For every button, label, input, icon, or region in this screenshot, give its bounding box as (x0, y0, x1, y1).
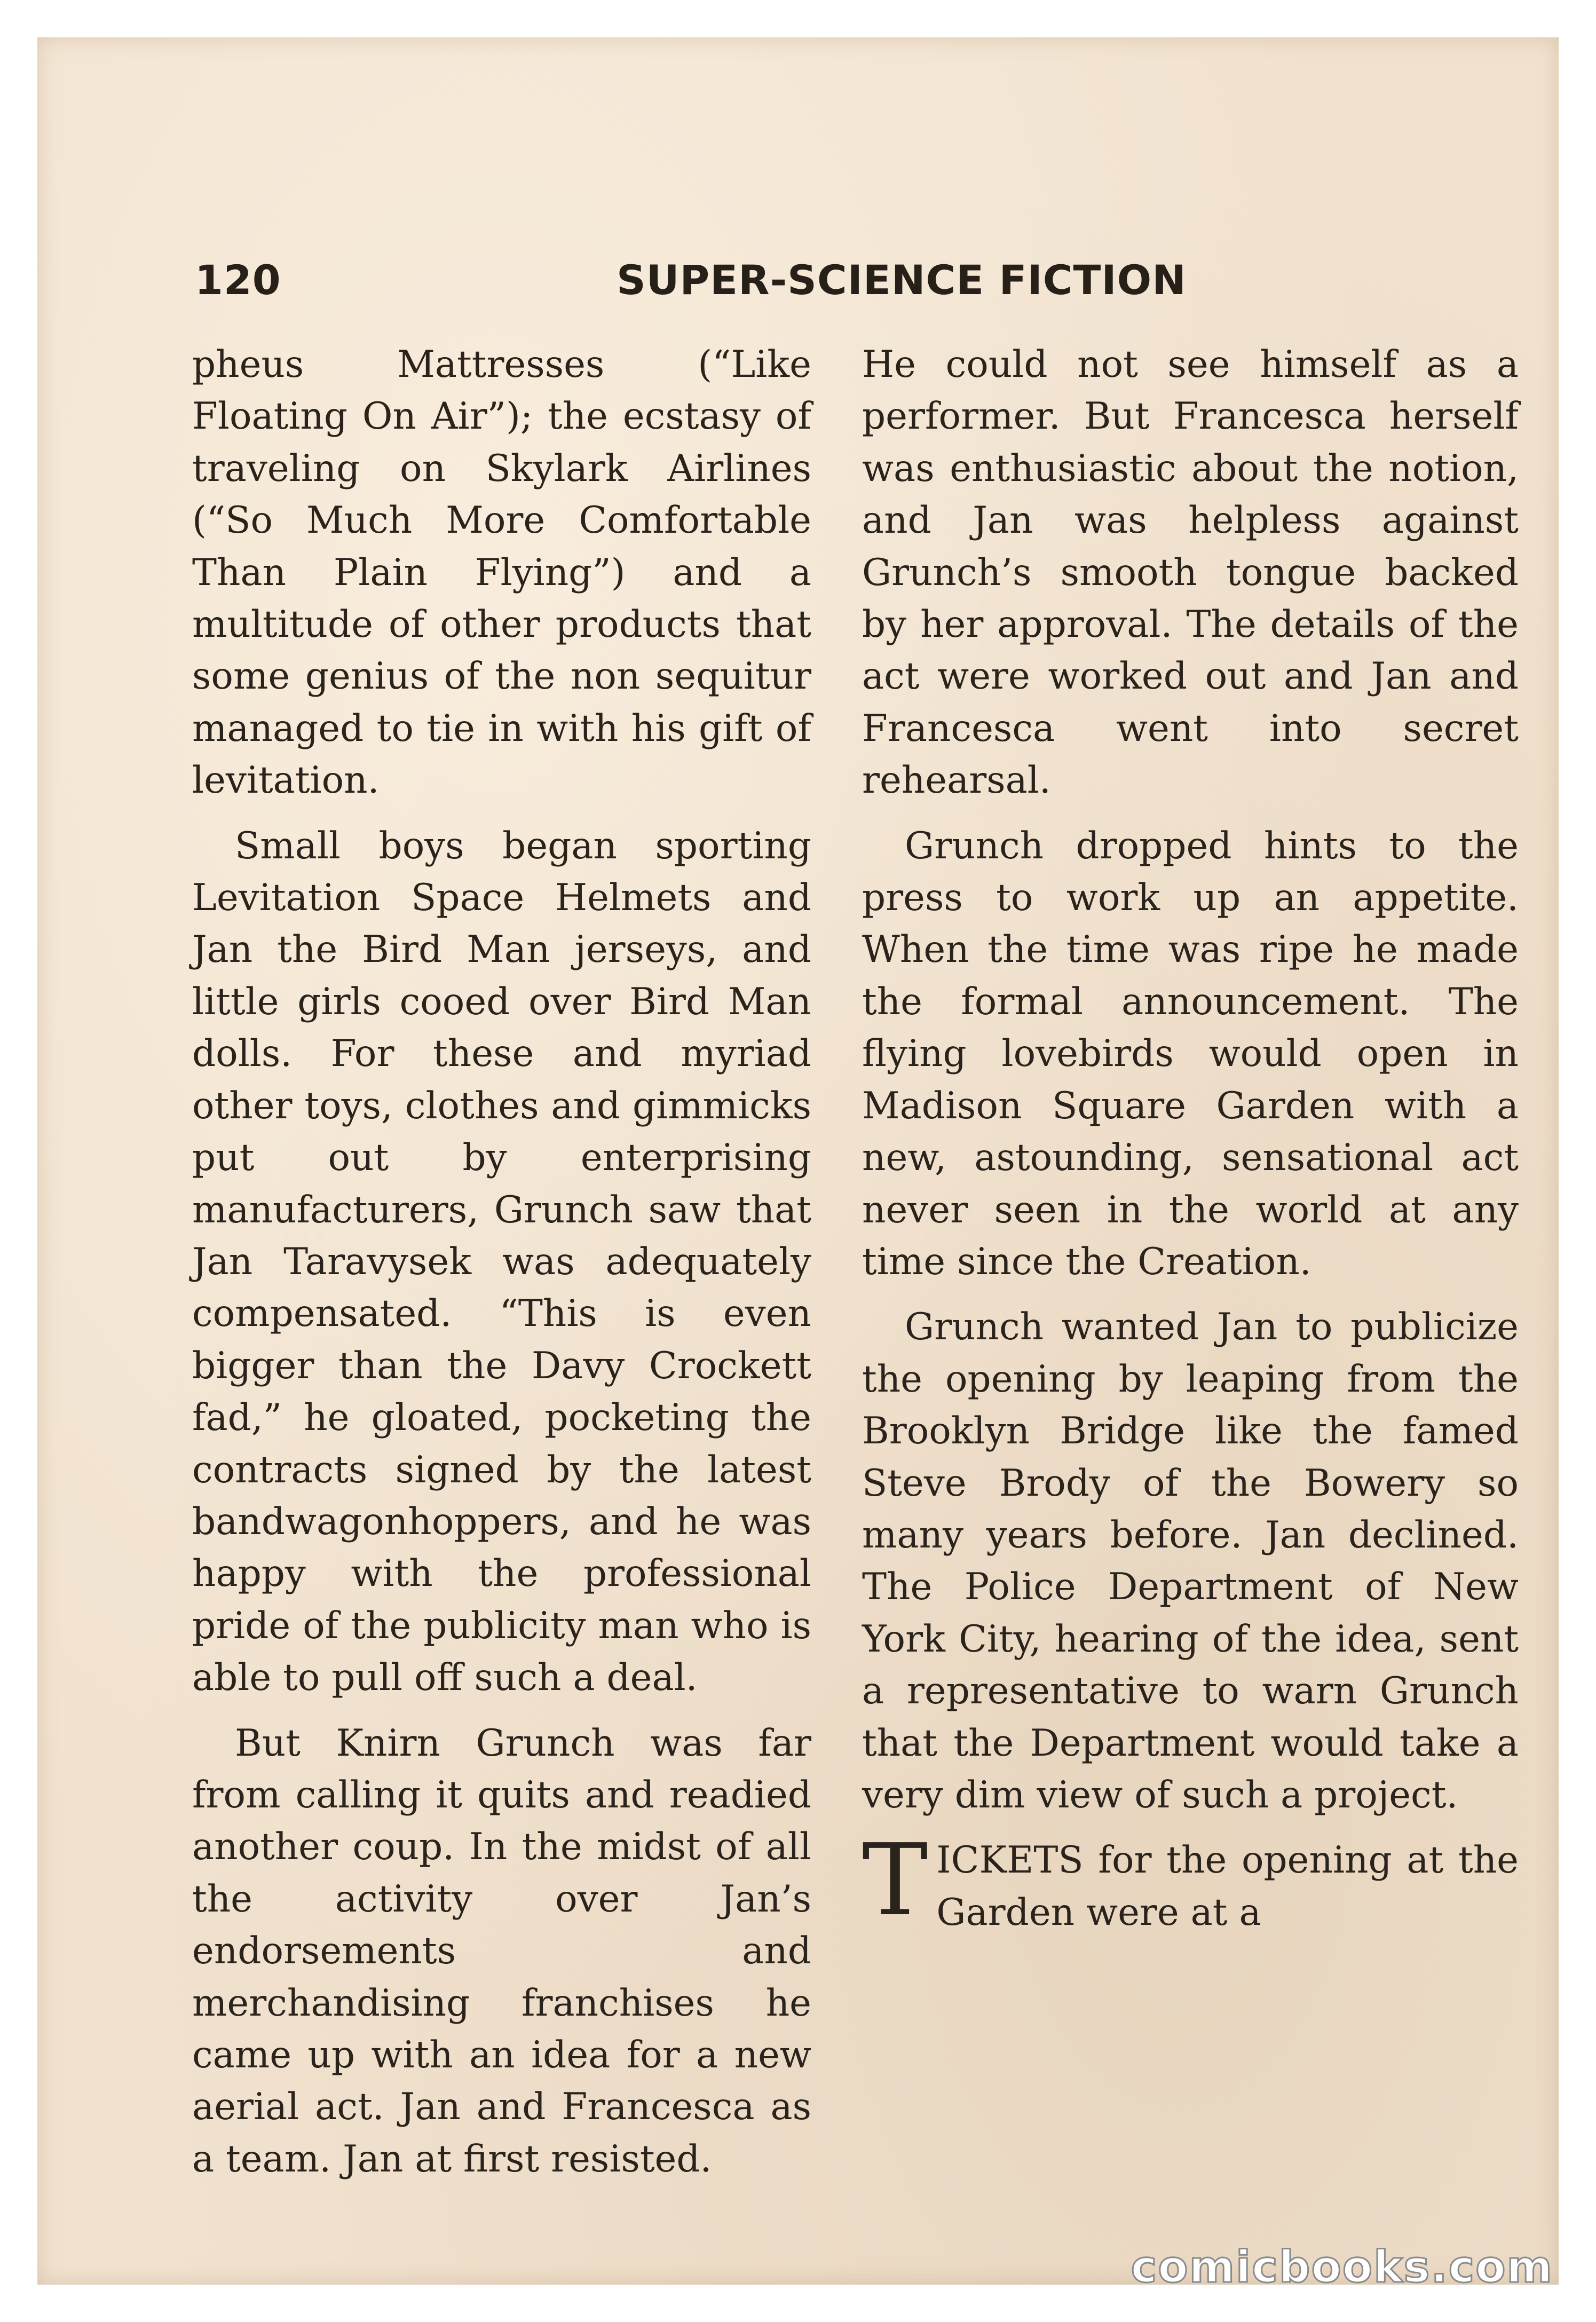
page-number: 120 (195, 256, 281, 304)
paragraph: Small boys began sporting Levitation Space Helmets and Jan the Bird Man jerseys, and little girls cooed over Bird Man dolls. For these and myriad other toys, clothes and gimmicks put out by enterprising manufacturers, Grunch saw that Jan Taravysek was adequately compensated. “This is even bigger than the Davy Crockett fad,” he gloated, pocketing the contracts signed by the latest bandwagonhoppers, and he was happy with the professional pride of the publicity man who is able to pull off such a deal. (192, 824, 811, 1700)
paragraph: Grunch dropped hints to the press to work up an appetite. When the time was ripe he made the formal announcement. The flying lovebirds would open in Madison Square Garden with a new, astounding, sensational act never seen in the world at any time since the Creation. (862, 824, 1519, 1283)
magazine-page (37, 37, 1559, 2285)
paragraph: But Knirn Grunch was far from calling it quits and readied another coup. In the midst of all the activity over Jan’s endorsements and merchandising franchises he came up with an idea for a new aerial act. Jan and Francesca as a team. Jan at first resisted. (192, 1721, 811, 2181)
left-column (192, 339, 811, 2199)
paragraph: pheus Mattresses (“Like Floating On Air”); the ecstasy of traveling on Skylark Airlines (“So Much More Comfortable Than Plain Flying”) and a multitude of other products that some genius of the non sequitur managed to tie in with his gift of levitation. (192, 343, 811, 802)
paragraph: He could not see himself as a performer. But Francesca herself was enthusiastic about the notion, and Jan was helpless against Grunch’s smooth tongue backed by her approval. The details of the act were worked out and Jan and Francesca went into secret rehearsal. (862, 343, 1519, 802)
watermark: comicbooks.com (1131, 2242, 1553, 2293)
paragraph: Grunch wanted Jan to publicize the opening by leaping from the Brooklyn Bridge like the famed Steve Brody of the Bowery so many years before. Jan declined. The Police Department of New York City, hearing of the idea, sent a representative to warn Grunch that the Department would take a very dim view of such a project. (862, 1306, 1519, 1816)
right-column (862, 339, 1519, 1952)
running-title: SUPER-SCIENCE FICTION (617, 256, 1187, 304)
paragraph-text: ICKETS for the opening at the Garden were at a (936, 1839, 1519, 1934)
page-header (37, 256, 1559, 315)
drop-cap: T (862, 1822, 928, 1938)
section-opening-paragraph (862, 1822, 1519, 1939)
